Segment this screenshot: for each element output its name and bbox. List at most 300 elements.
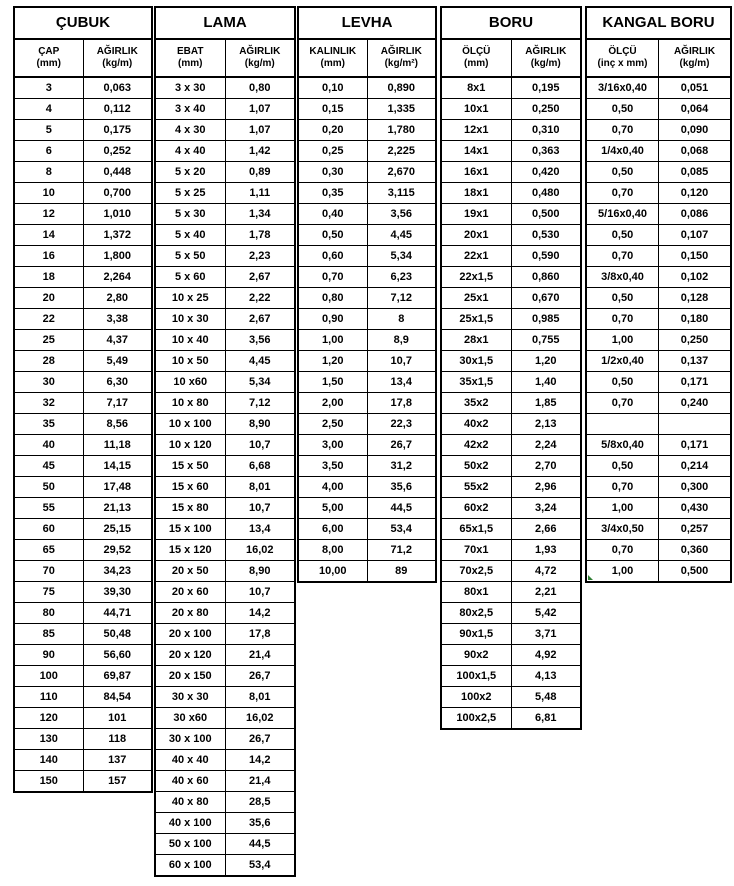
size-cell: 130 — [39, 733, 58, 745]
weight-cell: 44,71 — [83, 603, 152, 623]
weight-cell: 2,264 — [83, 267, 152, 287]
size-cell: 60 x 100 — [168, 859, 212, 871]
weight-cell: 7,12 — [367, 288, 436, 308]
size-cell: 0,70 — [611, 124, 634, 136]
size-cell: 5 x 25 — [174, 187, 206, 199]
size-cell: 16 — [42, 250, 55, 262]
weight-cell: 6,81 — [511, 708, 581, 728]
weight-cell: 5,42 — [511, 603, 581, 623]
table-row — [156, 729, 294, 750]
table-row — [15, 141, 151, 162]
table-row — [156, 498, 294, 519]
table-row — [15, 393, 151, 414]
size-cell: 10 x 40 — [171, 334, 209, 346]
weight-cell: 89 — [367, 561, 436, 581]
kangal-boru-title: KANGAL BORU — [587, 8, 730, 40]
weight-cell: 0,860 — [511, 267, 581, 287]
weight-cell: 0,128 — [658, 288, 730, 308]
weight-cell: 0,214 — [658, 456, 730, 476]
cubuk-header-line: (kg/m) — [102, 58, 133, 69]
table-row — [587, 330, 730, 351]
weight-cell: 0,448 — [83, 162, 152, 182]
size-cell: 28 — [42, 355, 55, 367]
size-cell: 0,90 — [322, 313, 344, 325]
size-cell: 3,00 — [322, 439, 344, 451]
weight-cell: 50,48 — [83, 624, 152, 644]
weight-cell: 56,60 — [83, 645, 152, 665]
size-cell: 20 x 150 — [168, 670, 212, 682]
table-row — [15, 435, 151, 456]
weight-cell: 0,257 — [658, 519, 730, 539]
size-cell: 0,50 — [611, 229, 634, 241]
weight-cell: 17,8 — [225, 624, 295, 644]
weight-cell: 3,56 — [367, 204, 436, 224]
weight-cell: 0,89 — [225, 162, 295, 182]
size-cell: 0,80 — [322, 292, 344, 304]
weight-cell: 1,93 — [511, 540, 581, 560]
weight-cell: 16,02 — [225, 540, 295, 560]
weight-cell: 8,90 — [225, 561, 295, 581]
weight-cell: 2,21 — [511, 582, 581, 602]
table-row — [15, 771, 151, 791]
weight-cell: 0,250 — [658, 330, 730, 350]
table-row — [15, 729, 151, 750]
size-cell: 3 x 40 — [174, 103, 206, 115]
weight-cell: 8,01 — [225, 687, 295, 707]
weight-cell: 8,9 — [367, 330, 436, 350]
weight-cell: 5,34 — [367, 246, 436, 266]
lama-header-line: AĞIRLIK — [239, 46, 281, 57]
size-cell: 5/16x0,40 — [598, 208, 647, 220]
weight-cell: 0,420 — [511, 162, 581, 182]
table-row — [156, 78, 294, 99]
weight-cell: 0,171 — [658, 435, 730, 455]
size-cell: 110 — [39, 691, 58, 703]
weight-cell: 3,56 — [225, 330, 295, 350]
size-cell: 22 — [42, 313, 55, 325]
table-row — [156, 603, 294, 624]
size-cell: 5 — [45, 124, 52, 136]
size-cell: 0,50 — [611, 460, 634, 472]
size-cell: 10 x 30 — [171, 313, 209, 325]
table-row — [156, 225, 294, 246]
size-cell: 0,50 — [611, 103, 634, 115]
weight-cell: 0,086 — [658, 204, 730, 224]
table-row — [156, 834, 294, 855]
weight-cell: 6,23 — [367, 267, 436, 287]
weight-cell: 1,010 — [83, 204, 152, 224]
weight-cell: 2,23 — [225, 246, 295, 266]
lama-header-line: (kg/m) — [244, 58, 275, 69]
weight-cell: 44,5 — [225, 834, 295, 854]
lama-table — [154, 6, 296, 877]
size-cell: 18 — [42, 271, 55, 283]
weight-cell: 6,30 — [83, 372, 152, 392]
size-cell: 15 x 120 — [168, 544, 212, 556]
table-row — [442, 477, 580, 498]
weight-cell: 10,7 — [225, 582, 295, 602]
size-cell: 3 x 30 — [174, 82, 206, 94]
table-row — [15, 225, 151, 246]
weight-cell: 8,90 — [225, 414, 295, 434]
weight-cell: 0,360 — [658, 540, 730, 560]
size-cell: 65 — [42, 544, 55, 556]
table-row — [442, 267, 580, 288]
table-row — [299, 183, 435, 204]
weight-cell: 69,87 — [83, 666, 152, 686]
table-row — [156, 309, 294, 330]
weight-cell: 0,890 — [367, 78, 436, 98]
levha-header-weight — [367, 40, 436, 76]
weight-cell: 0,068 — [658, 141, 730, 161]
weight-cell: 11,18 — [83, 435, 152, 455]
table-row — [156, 855, 294, 875]
weight-cell: 0,085 — [658, 162, 730, 182]
size-cell: 10 — [42, 187, 55, 199]
table-row — [15, 519, 151, 540]
weight-cell: 6,68 — [225, 456, 295, 476]
table-row — [15, 540, 151, 561]
weight-cell: 4,72 — [511, 561, 581, 581]
size-cell: 90x2 — [464, 649, 489, 661]
table-row — [156, 540, 294, 561]
table-row — [442, 351, 580, 372]
table-row — [299, 498, 435, 519]
size-cell: 15 x 80 — [171, 502, 209, 514]
weight-cell: 14,2 — [225, 750, 295, 770]
size-cell: 100x2 — [460, 691, 492, 703]
weight-cell: 26,7 — [225, 729, 295, 749]
table-row — [587, 141, 730, 162]
weight-cell: 0,064 — [658, 99, 730, 119]
cubuk-header-line: ÇAP — [38, 46, 60, 57]
weight-cell: 0,310 — [511, 120, 581, 140]
table-row — [156, 624, 294, 645]
levha-header-size — [299, 40, 367, 76]
cell-marker-icon — [588, 575, 593, 580]
size-cell: 12 — [42, 208, 55, 220]
weight-cell: 29,52 — [83, 540, 152, 560]
size-cell: 70x2,5 — [459, 565, 494, 577]
size-cell: 20 x 80 — [171, 607, 209, 619]
weight-cell: 0,180 — [658, 309, 730, 329]
size-cell: 40 x 80 — [171, 796, 209, 808]
size-cell: 20 — [42, 292, 55, 304]
size-cell: 3/4x0,50 — [601, 523, 644, 535]
size-cell: 50 x 100 — [168, 838, 212, 850]
lama-rows — [156, 78, 294, 875]
table-row — [299, 330, 435, 351]
table-row — [15, 267, 151, 288]
kangal-boru-header-size — [587, 40, 658, 76]
weight-cell: 0,252 — [83, 141, 152, 161]
size-cell: 20 x 120 — [168, 649, 212, 661]
table-row — [442, 204, 580, 225]
table-row — [156, 162, 294, 183]
table-row — [299, 456, 435, 477]
weight-cell: 25,15 — [83, 519, 152, 539]
weight-cell: 5,34 — [225, 372, 295, 392]
size-cell: 10 x 25 — [171, 292, 209, 304]
size-cell: 20 x 50 — [171, 565, 209, 577]
weight-cell: 0,195 — [511, 78, 581, 98]
weight-cell: 14,15 — [83, 456, 152, 476]
weight-cell: 0,755 — [511, 330, 581, 350]
table-row — [156, 246, 294, 267]
size-cell: 0,35 — [322, 187, 344, 199]
size-cell — [587, 414, 658, 434]
weight-cell: 5,49 — [83, 351, 152, 371]
levha-rows — [299, 78, 435, 581]
size-cell: 80x2,5 — [459, 607, 494, 619]
weight-cell: 2,96 — [511, 477, 581, 497]
size-cell: 100 — [39, 670, 58, 682]
weight-cell: 1,335 — [367, 99, 436, 119]
table-row — [442, 603, 580, 624]
kangal-boru-table — [585, 6, 732, 583]
size-cell: 5 x 30 — [174, 208, 206, 220]
weight-cell: 0,670 — [511, 288, 581, 308]
table-row — [587, 414, 730, 435]
size-cell: 40x2 — [464, 418, 489, 430]
table-row — [15, 561, 151, 582]
size-cell: 120 — [39, 712, 58, 724]
size-cell: 1/4x0,40 — [601, 145, 644, 157]
table-row — [156, 477, 294, 498]
levha-table — [297, 6, 437, 583]
size-cell: 30 x 30 — [171, 691, 209, 703]
weight-cell: 0,80 — [225, 78, 295, 98]
table-row — [156, 288, 294, 309]
weight-cell: 0,300 — [658, 477, 730, 497]
table-row — [299, 78, 435, 99]
size-cell: 45 — [42, 460, 55, 472]
table-row — [299, 99, 435, 120]
weight-cell: 35,6 — [225, 813, 295, 833]
table-row — [15, 603, 151, 624]
kangal-boru-header-weight — [658, 40, 730, 76]
table-row — [587, 183, 730, 204]
table-row — [156, 519, 294, 540]
size-cell: 0,50 — [611, 166, 634, 178]
size-cell: 25x1,5 — [459, 313, 494, 325]
weight-cell: 101 — [83, 708, 152, 728]
boru-rows — [442, 78, 580, 728]
table-row — [587, 519, 730, 540]
lama-title: LAMA — [156, 8, 294, 40]
weight-cell: 71,2 — [367, 540, 436, 560]
size-cell: 22x1,5 — [459, 271, 494, 283]
table-row — [442, 183, 580, 204]
size-cell: 8,00 — [322, 544, 344, 556]
weight-cell: 137 — [83, 750, 152, 770]
size-cell: 30 x60 — [173, 712, 208, 724]
size-cell: 20 x 100 — [168, 628, 212, 640]
table-row — [299, 519, 435, 540]
size-cell: 4 — [45, 103, 52, 115]
lama-header-line: EBAT — [177, 46, 204, 57]
weight-cell: 2,225 — [367, 141, 436, 161]
size-cell: 150 — [39, 775, 58, 787]
boru-header-weight — [511, 40, 581, 76]
boru-title: BORU — [442, 8, 580, 40]
table-row — [299, 246, 435, 267]
weight-cell: 0,051 — [658, 78, 730, 98]
weight-cell: 1,780 — [367, 120, 436, 140]
size-cell: 1,20 — [322, 355, 344, 367]
table-row — [299, 120, 435, 141]
weight-cell: 0,430 — [658, 498, 730, 518]
table-row — [587, 246, 730, 267]
size-cell: 5 x 60 — [174, 271, 206, 283]
table-row — [442, 372, 580, 393]
weight-cell: 31,2 — [367, 456, 436, 476]
size-cell: 40 x 40 — [171, 754, 209, 766]
size-cell: 0,60 — [322, 250, 344, 262]
size-cell: 10 x 80 — [171, 397, 209, 409]
weight-cell: 0,112 — [83, 99, 152, 119]
table-row — [299, 309, 435, 330]
weight-cell: 4,45 — [367, 225, 436, 245]
size-cell: 15 x 100 — [168, 523, 212, 535]
size-cell: 90 — [42, 649, 55, 661]
table-row — [299, 162, 435, 183]
size-cell: 1/2x0,40 — [601, 355, 644, 367]
size-cell: 14x1 — [464, 145, 489, 157]
table-row — [442, 141, 580, 162]
table-row — [587, 372, 730, 393]
weight-cell: 0,480 — [511, 183, 581, 203]
weight-cell: 2,22 — [225, 288, 295, 308]
levha-header-line: (kg/m²) — [384, 58, 418, 69]
table-row — [442, 309, 580, 330]
weight-cell: 53,4 — [225, 855, 295, 875]
size-cell: 0,70 — [611, 313, 634, 325]
lama-header-weight — [225, 40, 295, 76]
table-row — [299, 288, 435, 309]
size-cell: 4 x 30 — [174, 124, 206, 136]
size-cell: 80 — [42, 607, 55, 619]
weight-cell: 0,250 — [511, 99, 581, 119]
weight-cell: 1,07 — [225, 99, 295, 119]
table-row — [442, 330, 580, 351]
size-cell: 0,25 — [322, 145, 344, 157]
weight-cell: 0,363 — [511, 141, 581, 161]
size-cell: 0,70 — [611, 250, 634, 262]
table-row — [15, 750, 151, 771]
size-cell: 10 x 120 — [168, 439, 212, 451]
size-cell: 140 — [39, 754, 58, 766]
size-cell: 3 — [45, 82, 52, 94]
weight-cell — [658, 414, 730, 434]
weight-cell: 53,4 — [367, 519, 436, 539]
table-row — [15, 708, 151, 729]
table-row — [15, 351, 151, 372]
weight-cell: 0,700 — [83, 183, 152, 203]
table-row — [156, 666, 294, 687]
size-cell: 75 — [42, 586, 55, 598]
weight-cell: 4,45 — [225, 351, 295, 371]
table-row — [442, 666, 580, 687]
table-row — [15, 477, 151, 498]
weight-cell: 8 — [367, 309, 436, 329]
table-row — [442, 225, 580, 246]
size-cell: 35 — [42, 418, 55, 430]
table-row — [587, 561, 730, 581]
table-row — [156, 561, 294, 582]
weight-cell: 7,17 — [83, 393, 152, 413]
table-row — [587, 393, 730, 414]
levha-header-line: (mm) — [320, 58, 345, 69]
table-row — [156, 792, 294, 813]
size-cell: 2,50 — [322, 418, 344, 430]
kangal-boru-header-line: AĞIRLIK — [673, 46, 716, 57]
table-row — [442, 582, 580, 603]
size-cell: 3/8x0,40 — [601, 271, 644, 283]
table-row — [442, 456, 580, 477]
size-cell: 70 — [42, 565, 55, 577]
table-row — [587, 99, 730, 120]
size-cell: 60x2 — [464, 502, 489, 514]
size-cell: 1,50 — [322, 376, 344, 388]
table-row — [15, 120, 151, 141]
size-cell: 10,00 — [318, 565, 347, 577]
weight-cell: 1,40 — [511, 372, 581, 392]
table-row — [15, 414, 151, 435]
weight-cell: 13,4 — [367, 372, 436, 392]
size-cell: 40 x 100 — [168, 817, 212, 829]
size-cell: 0,70 — [611, 187, 634, 199]
weight-cell: 2,67 — [225, 309, 295, 329]
table-row — [587, 477, 730, 498]
size-cell: 30 — [42, 376, 55, 388]
weight-cell: 2,13 — [511, 414, 581, 434]
weight-cell: 8,56 — [83, 414, 152, 434]
size-cell: 28x1 — [464, 334, 489, 346]
kangal-boru-header-line: (inç x mm) — [597, 58, 648, 69]
weight-cell: 84,54 — [83, 687, 152, 707]
table-row — [587, 162, 730, 183]
size-cell: 0,50 — [322, 229, 344, 241]
size-cell: 50 — [42, 481, 55, 493]
table-row — [15, 183, 151, 204]
kangal-boru-header-line: ÖLÇÜ — [608, 46, 637, 57]
size-cell: 15 x 50 — [171, 460, 209, 472]
weight-cell: 16,02 — [225, 708, 295, 728]
weight-cell: 1,07 — [225, 120, 295, 140]
table-row — [587, 351, 730, 372]
weight-cell: 4,13 — [511, 666, 581, 686]
weight-cell: 10,7 — [225, 435, 295, 455]
boru-header-line: ÖLÇÜ — [462, 46, 491, 57]
table-row — [156, 141, 294, 162]
weight-cell: 13,4 — [225, 519, 295, 539]
table-row — [442, 645, 580, 666]
size-cell: 1,00 — [611, 502, 634, 514]
table-row — [156, 414, 294, 435]
size-cell: 25 — [42, 334, 55, 346]
weight-cell: 0,985 — [511, 309, 581, 329]
weight-cell: 26,7 — [225, 666, 295, 686]
weight-cell: 44,5 — [367, 498, 436, 518]
size-cell: 40 x 60 — [171, 775, 209, 787]
weight-cell: 1,42 — [225, 141, 295, 161]
table-row — [156, 120, 294, 141]
size-cell: 42x2 — [464, 439, 489, 451]
kangal-boru-header-line: (kg/m) — [679, 58, 710, 69]
table-row — [299, 267, 435, 288]
table-row — [442, 393, 580, 414]
